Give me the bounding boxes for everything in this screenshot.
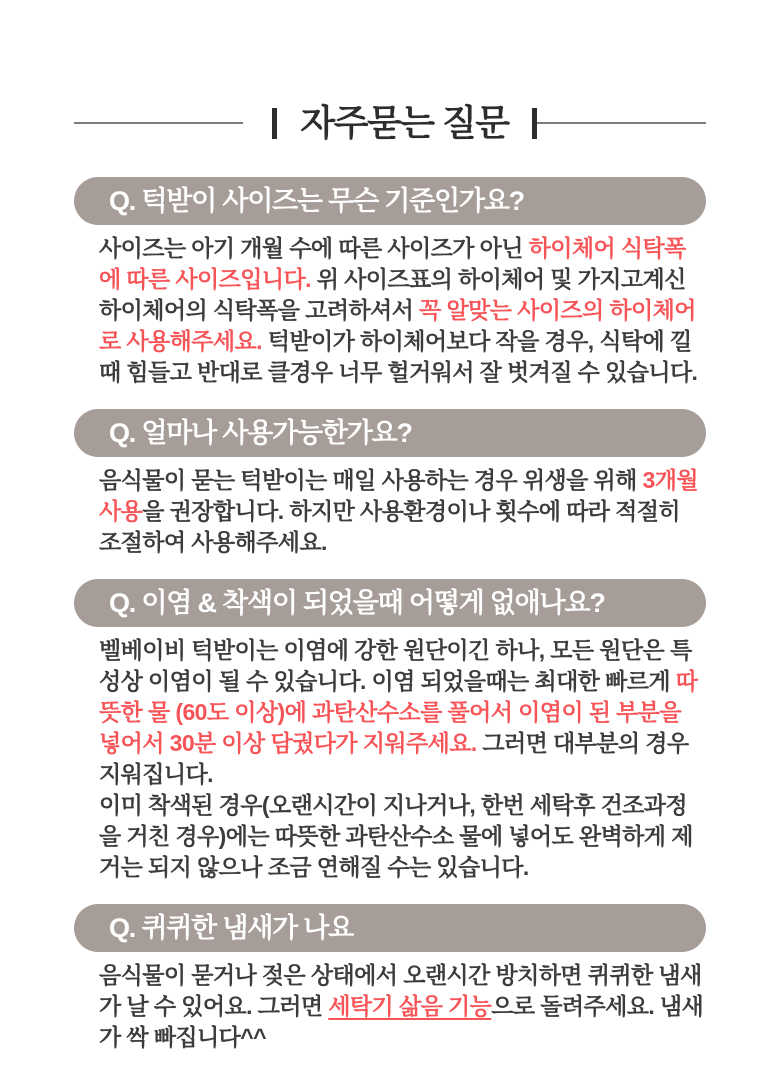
answer-segment: 으로 돌려주세요. 냄새가 싹 빠집니다^^ bbox=[99, 993, 704, 1050]
answer-segment-highlight: 꼭 알맞는 사이즈의 하이체어로 사용해주세요. bbox=[99, 297, 696, 354]
answer-segment: 벨베이비 턱받이는 이염에 강한 원단이긴 하나, 모든 원단은 특성상 이염이 될 수 있습니다. 이염 되었을때는 최대한 빠르게 bbox=[99, 637, 692, 694]
faq-question-pill bbox=[74, 177, 706, 225]
answer-segment: 사이즈는 아기 개월 수에 따른 사이즈가 아닌 bbox=[99, 235, 529, 261]
faq-item bbox=[74, 579, 706, 883]
faq-question-text: Q. 얼마나 사용가능한가요? bbox=[109, 417, 412, 448]
faq-question-pill bbox=[74, 579, 706, 627]
faq-question-text: Q. 턱받이 사이즈는 무슨 기준인가요? bbox=[109, 185, 524, 216]
faq-question-text: Q. 퀴퀴한 냄새가 나요 bbox=[109, 912, 354, 943]
faq-list bbox=[74, 177, 706, 1053]
faq-item bbox=[74, 409, 706, 558]
faq-page bbox=[74, 0, 706, 1053]
page-title: 자주묻는 질문 bbox=[300, 102, 509, 143]
faq-question-pill bbox=[74, 409, 706, 457]
title-divider-line-left bbox=[74, 122, 243, 124]
title-divider-line-right bbox=[537, 122, 706, 124]
faq-item bbox=[74, 177, 706, 388]
answer-segment: 음식물이 묻거나 젖은 상태에서 오랜시간 방치하면 퀴퀴한 냄새가 날 수 있어요. 그러면 bbox=[99, 962, 702, 1019]
answer-segment: 음식물이 묻는 턱받이는 매일 사용하는 경우 위생을 위해 bbox=[99, 467, 643, 493]
title-bar-icon-left bbox=[272, 108, 277, 139]
faq-answer-text bbox=[99, 635, 706, 883]
answer-segment: 그러면 대부분의 경우 지워집니다. bbox=[99, 730, 689, 787]
answer-segment: 이미 착색된 경우(오랜시간이 지나거나, 한번 세탁후 건조과정을 거친 경우)에는 따뜻한 과탄산수소 물에 넣어도 완벽하게 제거는 되지 않으나 조금 연해질 수는 있습니다. bbox=[99, 792, 693, 880]
answer-segment: 을 권장합니다. 하지만 사용환경이나 횟수에 따라 적절히 조절하여 사용해주세요. bbox=[99, 498, 680, 555]
faq-question-text: Q. 이염 & 착색이 되었을때 어떻게 없애나요? bbox=[109, 587, 605, 618]
answer-segment: 위 사이즈표의 하이체어 및 가지고계신 하이체어의 식탁폭을 고려하셔서 bbox=[99, 266, 686, 323]
faq-item bbox=[74, 904, 706, 1053]
answer-segment-highlight: 따뜻한 물 (60도 이상)에 과탄산수소를 풀어서 이염이 된 부분을 넣어서 30분 이상 담궜다가 지워주세요. bbox=[99, 668, 698, 756]
answer-segment-highlight: 세탁기 삶음 기능 bbox=[328, 993, 492, 1019]
faq-question-pill bbox=[74, 904, 706, 952]
faq-answer-text bbox=[99, 233, 706, 388]
answer-segment-highlight: 3개월 사용 bbox=[99, 467, 698, 524]
answer-segment: 턱받이가 하이체어보다 작을 경우, 식탁에 낄때 힘들고 반대로 클경우 너무 헐거워서 잘 벗겨질 수 있습니다. bbox=[99, 328, 698, 385]
page-title-row bbox=[74, 100, 706, 146]
answer-segment-highlight: 하이체어 식탁폭에 따른 사이즈입니다. bbox=[99, 235, 686, 292]
faq-answer-text bbox=[99, 960, 706, 1053]
faq-answer-text bbox=[99, 465, 706, 558]
